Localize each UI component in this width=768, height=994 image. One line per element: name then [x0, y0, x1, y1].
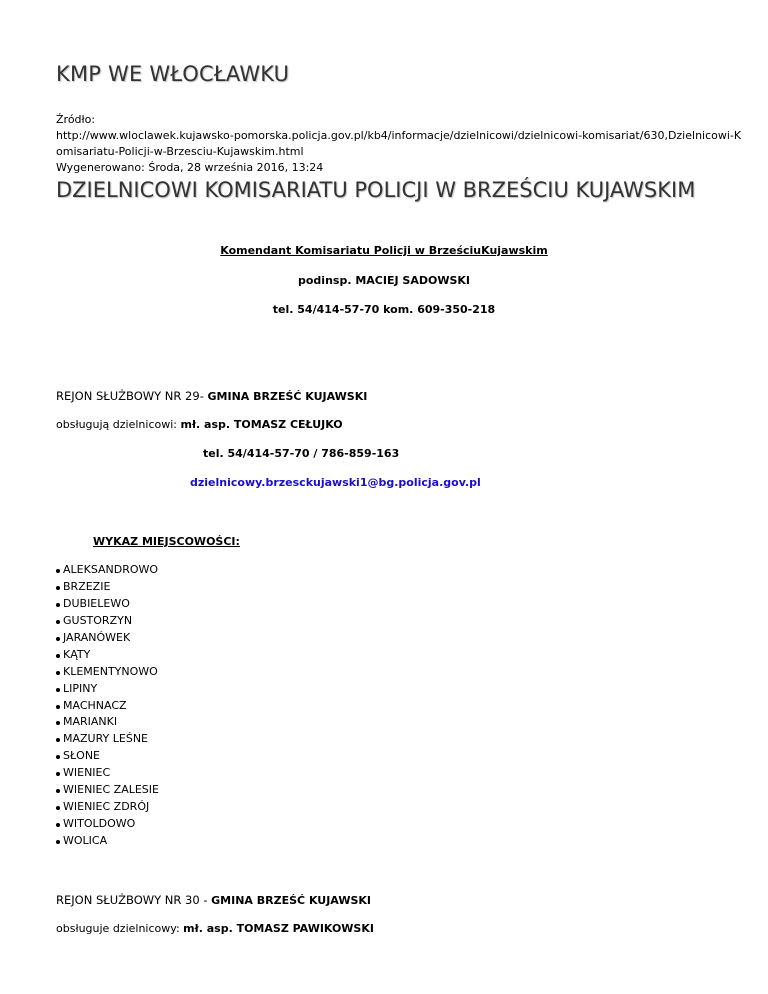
region-30-officers [56, 922, 374, 935]
region-30-officer: mł. asp. TOMASZ PAWIKOWSKI [183, 922, 374, 935]
region-29-heading [56, 389, 367, 403]
region-30-label: REJON SŁUŻBOWY NR 30 - [56, 893, 212, 907]
list-item: SŁONE [56, 748, 159, 765]
list-item: WITOLDOWO [56, 816, 159, 833]
page-title: DZIELNICOWI KOMISARIATU POLICJI W BRZEŚCIU KUJAWSKIM [56, 178, 696, 202]
region-29-email-link[interactable]: dzielnicowy.brzesckujawski1@bg.policja.gov.pl [190, 476, 481, 489]
places-list [56, 562, 159, 850]
source-url-line-1: http://www.wloclawek.kujawsko-pomorska.policja.gov.pl/kb4/informacje/dzielnicowi/dzielnicowi-komisariat/630,Dzielnicowi-K [56, 129, 742, 142]
region-29-officer: mł. asp. TOMASZ CEŁUJKO [180, 418, 343, 431]
source-label: Źródło: [56, 113, 96, 126]
commander-phone: tel. 54/414-57-70 kom. 609-350-218 [272, 303, 496, 316]
region-30-served-label: obsługuje dzielnicowy: [56, 922, 184, 935]
list-item: JARANÓWEK [56, 630, 159, 647]
region-29-served-label: obsługują dzielnicowi: [56, 418, 181, 431]
list-item: BRZEZIE [56, 579, 159, 596]
commander-name: podinsp. MACIEJ SADOWSKI [298, 274, 470, 287]
list-item: WOLICA [56, 833, 159, 850]
list-item: GUSTORZYN [56, 613, 159, 630]
region-30-heading [56, 893, 371, 907]
source-info [56, 112, 742, 176]
list-item: DUBIELEWO [56, 596, 159, 613]
site-title: KMP WE WŁOCŁAWKU [56, 62, 290, 86]
list-item: ALEKSANDROWO [56, 562, 159, 579]
list-item: MACHNACZ [56, 698, 159, 715]
list-item: LIPINY [56, 681, 159, 698]
region-29-label: REJON SŁUŻBOWY NR 29- [56, 389, 208, 403]
list-item: MARIANKI [56, 714, 159, 731]
places-list-heading: WYKAZ MIEJSCOWOŚCI: [93, 535, 240, 548]
generated-date: Wygenerowano: Środa, 28 września 2016, 13:24 [56, 161, 324, 174]
list-item: WIENIEC [56, 765, 159, 782]
list-item: WIENIEC ZALESIE [56, 782, 159, 799]
commander-heading: Komendant Komisariatu Policji w BrześciuKujawskim [220, 244, 548, 257]
list-item: KLEMENTYNOWO [56, 664, 159, 681]
region-30-gmina: GMINA BRZEŚĆ KUJAWSKI [211, 894, 371, 907]
source-url-line-2: omisariatu-Policji-w-Brzesciu-Kujawskim.html [56, 145, 304, 158]
list-item: MAZURY LEŚNE [56, 731, 159, 748]
region-29-phone: tel. 54/414-57-70 / 786-859-163 [203, 447, 400, 460]
region-29-gmina: GMINA BRZEŚĆ KUJAWSKI [207, 390, 368, 403]
list-item: WIENIEC ZDRÓJ [56, 799, 159, 816]
list-item: KĄTY [56, 647, 159, 664]
region-29-officers [56, 418, 343, 431]
